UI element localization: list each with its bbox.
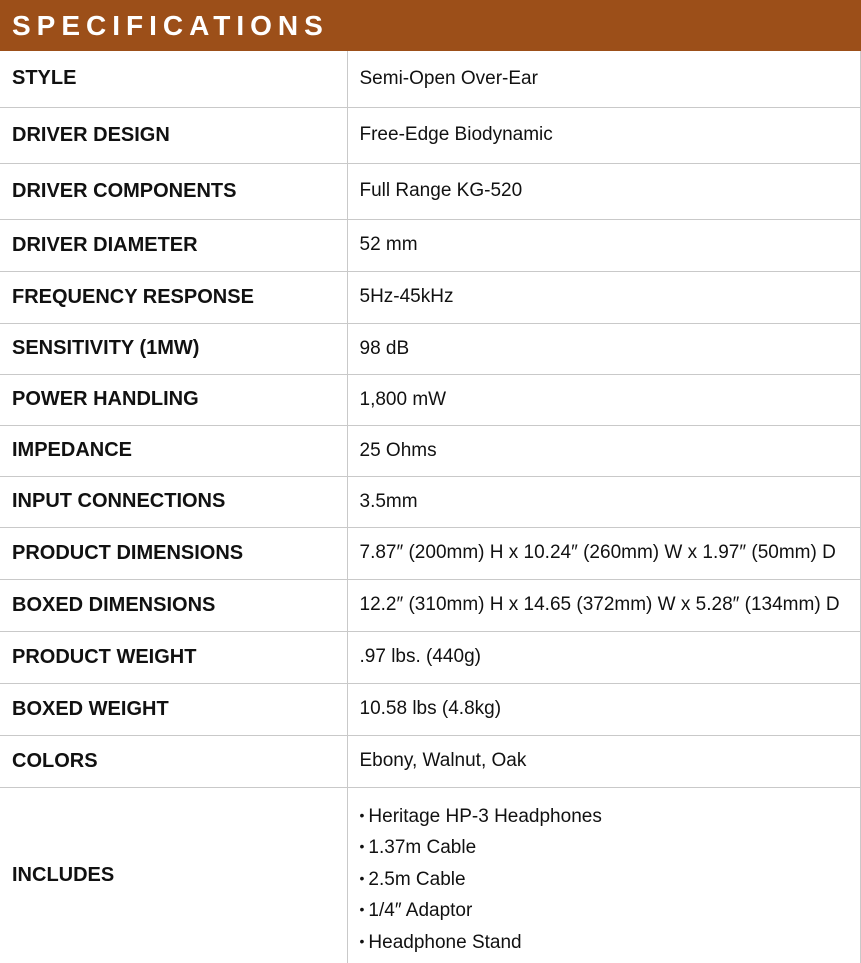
list-item: • Heritage HP-3 Headphones [360, 801, 861, 833]
spec-value: Ebony, Walnut, Oak [347, 735, 861, 787]
spec-value: 7.87″ (200mm) H x 10.24″ (260mm) W x 1.97″ (50mm) D [347, 527, 861, 579]
spec-value: 98 dB [347, 323, 861, 374]
specifications-table [0, 51, 861, 963]
list-item: • 1/4″ Adaptor [360, 895, 861, 927]
list-item: • 2.5m Cable [360, 864, 861, 896]
spec-row-power-handling [0, 374, 861, 425]
spec-label: DRIVER DIAMETER [0, 219, 347, 271]
spec-value: .97 lbs. (440g) [347, 631, 861, 683]
spec-label: STYLE [0, 51, 347, 107]
spec-row-product-dimensions [0, 527, 861, 579]
spec-label: POWER HANDLING [0, 374, 347, 425]
spec-value: 5Hz-45kHz [347, 271, 861, 323]
spec-label: DRIVER DESIGN [0, 107, 347, 163]
spec-row-includes [0, 787, 861, 963]
spec-row-boxed-weight [0, 683, 861, 735]
spec-row-sensitivity [0, 323, 861, 374]
spec-label: IMPEDANCE [0, 425, 347, 476]
spec-value: 52 mm [347, 219, 861, 271]
spec-row-driver-components [0, 163, 861, 219]
includes-cell [347, 787, 861, 963]
includes-list [360, 793, 861, 959]
spec-value: 1,800 mW [347, 374, 861, 425]
spec-label: PRODUCT WEIGHT [0, 631, 347, 683]
spec-value: Semi-Open Over-Ear [347, 51, 861, 107]
spec-row-boxed-dimensions [0, 579, 861, 631]
page-title: SPECIFICATIONS [12, 9, 329, 41]
spec-value: Full Range KG-520 [347, 163, 861, 219]
spec-label: BOXED DIMENSIONS [0, 579, 347, 631]
spec-row-driver-diameter [0, 219, 861, 271]
spec-row-impedance [0, 425, 861, 476]
spec-label: FREQUENCY RESPONSE [0, 271, 347, 323]
spec-row-product-weight [0, 631, 861, 683]
specifications-header [0, 0, 861, 51]
spec-label: BOXED WEIGHT [0, 683, 347, 735]
spec-label: DRIVER COMPONENTS [0, 163, 347, 219]
spec-row-style [0, 51, 861, 107]
spec-value: 10.58 lbs (4.8kg) [347, 683, 861, 735]
spec-value: 12.2″ (310mm) H x 14.65 (372mm) W x 5.28″ (134mm) D [347, 579, 861, 631]
spec-label: SENSITIVITY (1MW) [0, 323, 347, 374]
spec-label: PRODUCT DIMENSIONS [0, 527, 347, 579]
spec-label: INPUT CONNECTIONS [0, 476, 347, 527]
spec-row-frequency-response [0, 271, 861, 323]
spec-row-driver-design [0, 107, 861, 163]
spec-label: COLORS [0, 735, 347, 787]
spec-label: INCLUDES [0, 787, 347, 963]
spec-row-input-connections [0, 476, 861, 527]
spec-value: 25 Ohms [347, 425, 861, 476]
spec-value: Free-Edge Biodynamic [347, 107, 861, 163]
spec-row-colors [0, 735, 861, 787]
list-item: • 1.37m Cable [360, 832, 861, 864]
list-item: • Headphone Stand [360, 927, 861, 959]
spec-value: 3.5mm [347, 476, 861, 527]
